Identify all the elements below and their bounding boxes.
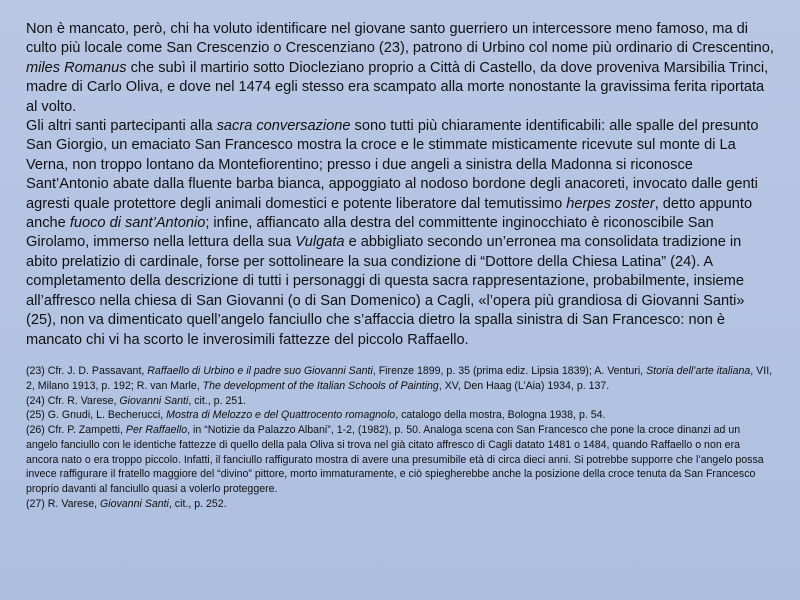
text-run: , cit., p. 252. [168,498,227,511]
footnote [26,364,774,394]
italic-text: Per Raffaello [125,424,188,437]
text-run: che subì il martirio sotto Diocleziano proprio a Città di Castello, da dove proveniva Marsibilia Trinci, madre di Carlo Oliva, e dove nel 1474 egli stesso era scampato alla morte nonostante la gravissima ferita riportata al volto. [26,59,769,115]
text-run: , detto appunto anche [26,195,753,232]
footnote [26,423,774,497]
footnote [26,394,774,409]
text-run: sono tutti più chiaramente identificabili: alle spalle del presunto San Giorgio, un emaciato San Francesco mostra la croce e le stimmate misticamente ricevute sul monte di La Verna, non troppo lontano da Montefiorentino; presso i due angeli a sinistra della Madonna si riconosce Sant’Antonio abate dalla fluente barba bianca, appoggiato al nodoso bordone degli anacoreti, invocato dalle genti agresti quale protettore degli animali domestici e potente liberatore dal temutissimo [26,118,759,212]
text-run: (26) Cfr. P. Zampetti, [26,424,126,437]
italic-text: Storia dell’arte italiana [646,364,751,377]
text-run: e abbigliato secondo un’erronea ma consolidata tradizione in abito prelatizio di cardinale, forse per sottolineare la sua condizione di “Dottore della Chiesa Latina” (24). A completamento della descrizione di tutti i personaggi di questa sacra rappresentazione, probabilmente, insieme all’affresco nella chiesa di San Giovanni (o di San Domenico) a Cagli, «l’opera più grandiosa di Giovanni Santi» (25), non va dimenticato quell’angelo fanciullo che s’affaccia dietro la spalla sinistra di San Francesco: non è mancato chi vi ha scorto le inverosimili fattezze del piccolo Raffaello. [26,234,745,348]
paragraph [26,20,774,117]
italic-text: fuoco di sant’Antonio [69,215,206,232]
italic-text: herpes zoster [566,195,655,212]
text-run: , Firenze 1899, p. 35 (prima ediz. Lipsia 1839); A. Venturi, [372,364,647,377]
text-run: (23) Cfr. J. D. Passavant, [26,364,148,377]
text-run: (27) R. Varese, [26,498,100,511]
footnote [26,408,774,423]
italic-text: Vulgata [295,234,345,251]
italic-text: Giovanni Santi [119,394,189,407]
text-run: , catalogo della mostra, Bologna 1938, p. 54. [395,409,606,422]
italic-text: miles Romanus [26,59,127,76]
text-run: , in “Notizie da Palazzo Albani”, 1-2, (1982), p. 50. Analoga scena con San Francesco che pone la croce dinanzi ad un angelo fanciullo con le identiche fattezze di quello della pala Oliva si trova nel già citato affresco di Cagli datato 1481 o 1484, quando Raffaello o non era ancora nato o era troppo piccolo. Infatti, il fanciullo raffigurato mostra di avere una presumibile età di circa dieci anni. Si potrebbe supporre che l’angelo possa invece raffigurare il fratello maggiore del “divino” pittore, morto immaturamente, e ciò spiegherebbe anche la posizione della croce tenuta da San Francesco proprio davanti al fanciullo quasi a volerlo proteggere. [26,424,764,496]
paragraph [26,117,774,350]
italic-text: Mostra di Melozzo e del Quattrocento romagnolo [166,409,396,422]
italic-text: Raffaello di Urbino e il padre suo Giovanni Santi [147,364,373,377]
text-run: , XV, Den Haag (L’Aia) 1934, p. 137. [438,379,610,392]
italic-text: The development of the Italian Schools of Painting [202,379,439,392]
main-text [26,20,774,350]
text-run: , cit., p. 251. [188,394,247,407]
footnote [26,497,774,512]
text-run: Gli altri santi partecipanti alla [26,118,217,135]
text-run: , VII, 2, Milano 1913, p. 192; R. van Marle, [26,364,773,392]
text-run: (25) G. Gnudi, L. Becherucci, [26,409,167,422]
text-run: ; infine, affiancato alla destra del committente inginocchiato è riconoscibile San Girolamo, immerso nella lettura della sua [26,215,714,251]
footnotes [26,364,774,512]
italic-text: sacra conversazione [216,118,351,135]
italic-text: Giovanni Santi [100,498,169,511]
text-run: (24) Cfr. R. Varese, [26,394,120,407]
text-run: Non è mancato, però, chi ha voluto identificare nel giovane santo guerriero un intercessore meno famoso, ma di culto più locale come San Crescenzio o Crescenziano (23), patrono di Urbino col nome più ordinario di Crescentino, [26,21,774,57]
